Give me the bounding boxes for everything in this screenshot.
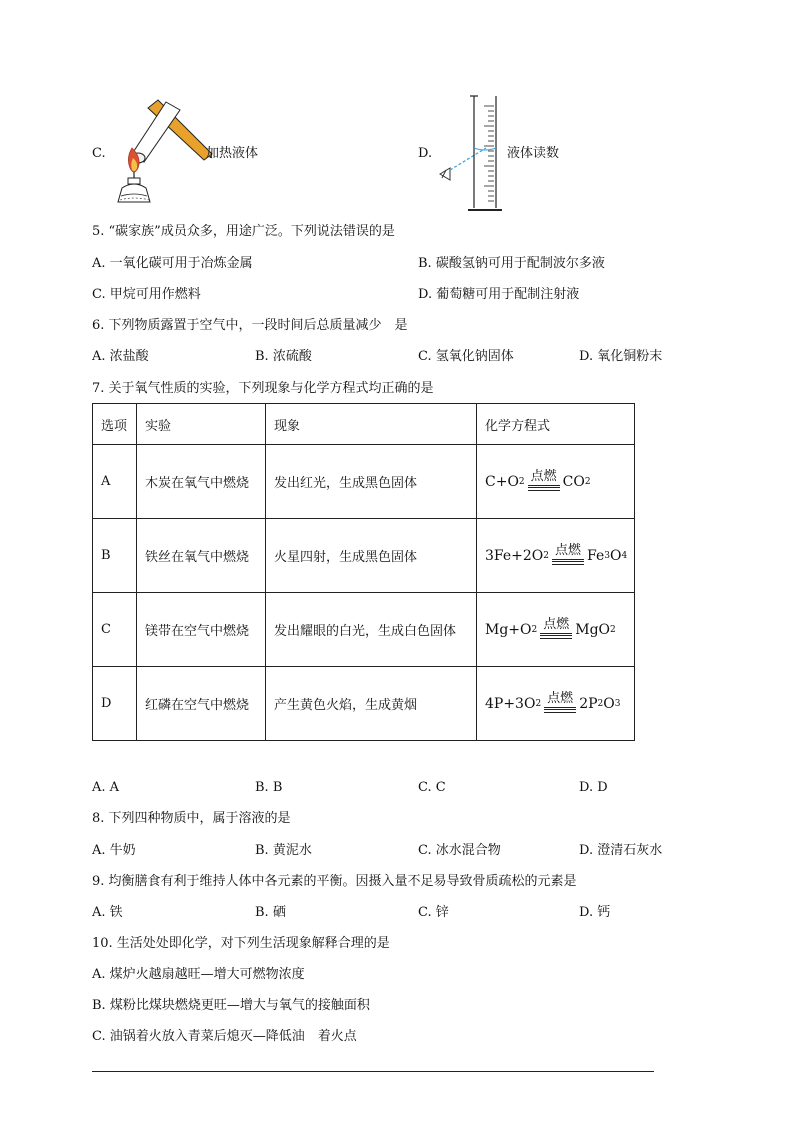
reaction-arrow: 点燃 <box>526 471 562 493</box>
q9-option-c: C. 锌 <box>418 905 449 920</box>
q7-stem: 7. 关于氧气性质的实验，下列现象与化学方程式均正确的是 <box>92 381 434 396</box>
q9-stem: 9. 均衡膳食有利于维持人体中各元素的平衡。因摄入量不足易导致骨质疏松的元素是 <box>92 874 577 889</box>
q7-option-d: D. D <box>579 780 608 795</box>
chemical-equation: C+O 2 点燃 CO 2 <box>485 471 591 493</box>
q7-table <box>92 403 635 741</box>
q10-stem: 10. 生活处处即化学，对下列生活现象解释合理的是 <box>92 936 390 951</box>
reaction-arrow: 点燃 <box>542 693 578 715</box>
q8-stem: 8. 下列四种物质中，属于溶液的是 <box>92 811 291 826</box>
table-row <box>93 667 635 741</box>
row-experiment: 木炭在氧气中燃烧 <box>137 445 266 519</box>
q8-option-c: C. 冰水混合物 <box>418 843 501 858</box>
row-experiment: 镁带在空气中燃烧 <box>137 593 266 667</box>
q6-option-c: C. 氢氧化钠固体 <box>418 349 514 364</box>
q10-option-b: B. 煤粉比煤块燃烧更旺—增大与氧气的接触面积 <box>92 998 370 1013</box>
q5-stem: 5. “碳家族”成员众多，用途广泛。下列说法错误的是 <box>92 224 395 239</box>
row-option: C <box>93 593 137 667</box>
graduated-cylinder-figure <box>432 92 504 216</box>
header-phenomenon: 现象 <box>266 404 477 445</box>
row-option: B <box>93 519 137 593</box>
table-header-row <box>93 404 635 445</box>
header-equation: 化学方程式 <box>477 404 635 445</box>
table-row <box>93 519 635 593</box>
row-equation <box>477 593 635 667</box>
q10-option-c: C. 油锅着火放入青菜后熄灭—降低油 着火点 <box>92 1029 357 1044</box>
chemical-equation: Mg+O 2 点燃 MgO 2 <box>485 619 616 641</box>
q6-option-a: A. 浓盐酸 <box>92 349 149 364</box>
q5-option-d: D. 葡萄糖可用于配制注射液 <box>418 287 580 302</box>
q7-option-a: A. A <box>92 780 120 795</box>
chemical-equation: 4P+3O 2 点燃 2P 2 O 3 <box>485 693 620 715</box>
q5-option-a: A. 一氧化碳可用于冶炼金属 <box>92 256 253 271</box>
option-d-caption: 液体读数 <box>507 146 560 161</box>
row-phenomenon: 发出红光，生成黑色固体 <box>266 445 477 519</box>
reaction-arrow: 点燃 <box>538 619 574 641</box>
chemical-equation: 3Fe+2O 2 点燃 Fe 3 O 4 <box>485 545 627 567</box>
row-equation <box>477 445 635 519</box>
q7-option-b: B. B <box>255 780 283 795</box>
row-equation <box>477 667 635 741</box>
row-experiment: 红磷在空气中燃烧 <box>137 667 266 741</box>
header-option: 选项 <box>93 404 137 445</box>
q7-option-c: C. C <box>418 780 446 795</box>
heating-liquid-figure <box>108 96 218 206</box>
q8-option-b: B. 黄泥水 <box>255 843 312 858</box>
option-c-caption: 加热液体 <box>206 146 259 161</box>
q5-option-b: B. 碳酸氢钠可用于配制波尔多液 <box>418 256 605 271</box>
option-c-letter: C. <box>92 146 106 161</box>
reaction-arrow: 点燃 <box>550 545 586 567</box>
footer-divider <box>92 1071 654 1072</box>
q10-option-a: A. 煤炉火越扇越旺—增大可燃物浓度 <box>92 967 305 982</box>
q5-option-c: C. 甲烷可用作燃料 <box>92 287 201 302</box>
q6-option-b: B. 浓硫酸 <box>255 349 312 364</box>
option-d-letter: D. <box>418 146 433 161</box>
q6-option-d: D. 氧化铜粉末 <box>579 349 663 364</box>
q8-option-d: D. 澄清石灰水 <box>579 843 663 858</box>
row-phenomenon: 发出耀眼的白光，生成白色固体 <box>266 593 477 667</box>
q9-option-d: D. 钙 <box>579 905 611 920</box>
row-experiment: 铁丝在氧气中燃烧 <box>137 519 266 593</box>
q8-option-a: A. 牛奶 <box>92 843 136 858</box>
row-equation <box>477 519 635 593</box>
row-option: A <box>93 445 137 519</box>
q6-stem: 6. 下列物质露置于空气中，一段时间后总质量减少 是 <box>92 318 408 333</box>
table-row <box>93 593 635 667</box>
header-experiment: 实验 <box>137 404 266 445</box>
row-phenomenon: 产生黄色火焰，生成黄烟 <box>266 667 477 741</box>
row-phenomenon: 火星四射，生成黑色固体 <box>266 519 477 593</box>
table-row <box>93 445 635 519</box>
row-option: D <box>93 667 137 741</box>
q9-option-a: A. 铁 <box>92 905 123 920</box>
q9-option-b: B. 硒 <box>255 905 286 920</box>
